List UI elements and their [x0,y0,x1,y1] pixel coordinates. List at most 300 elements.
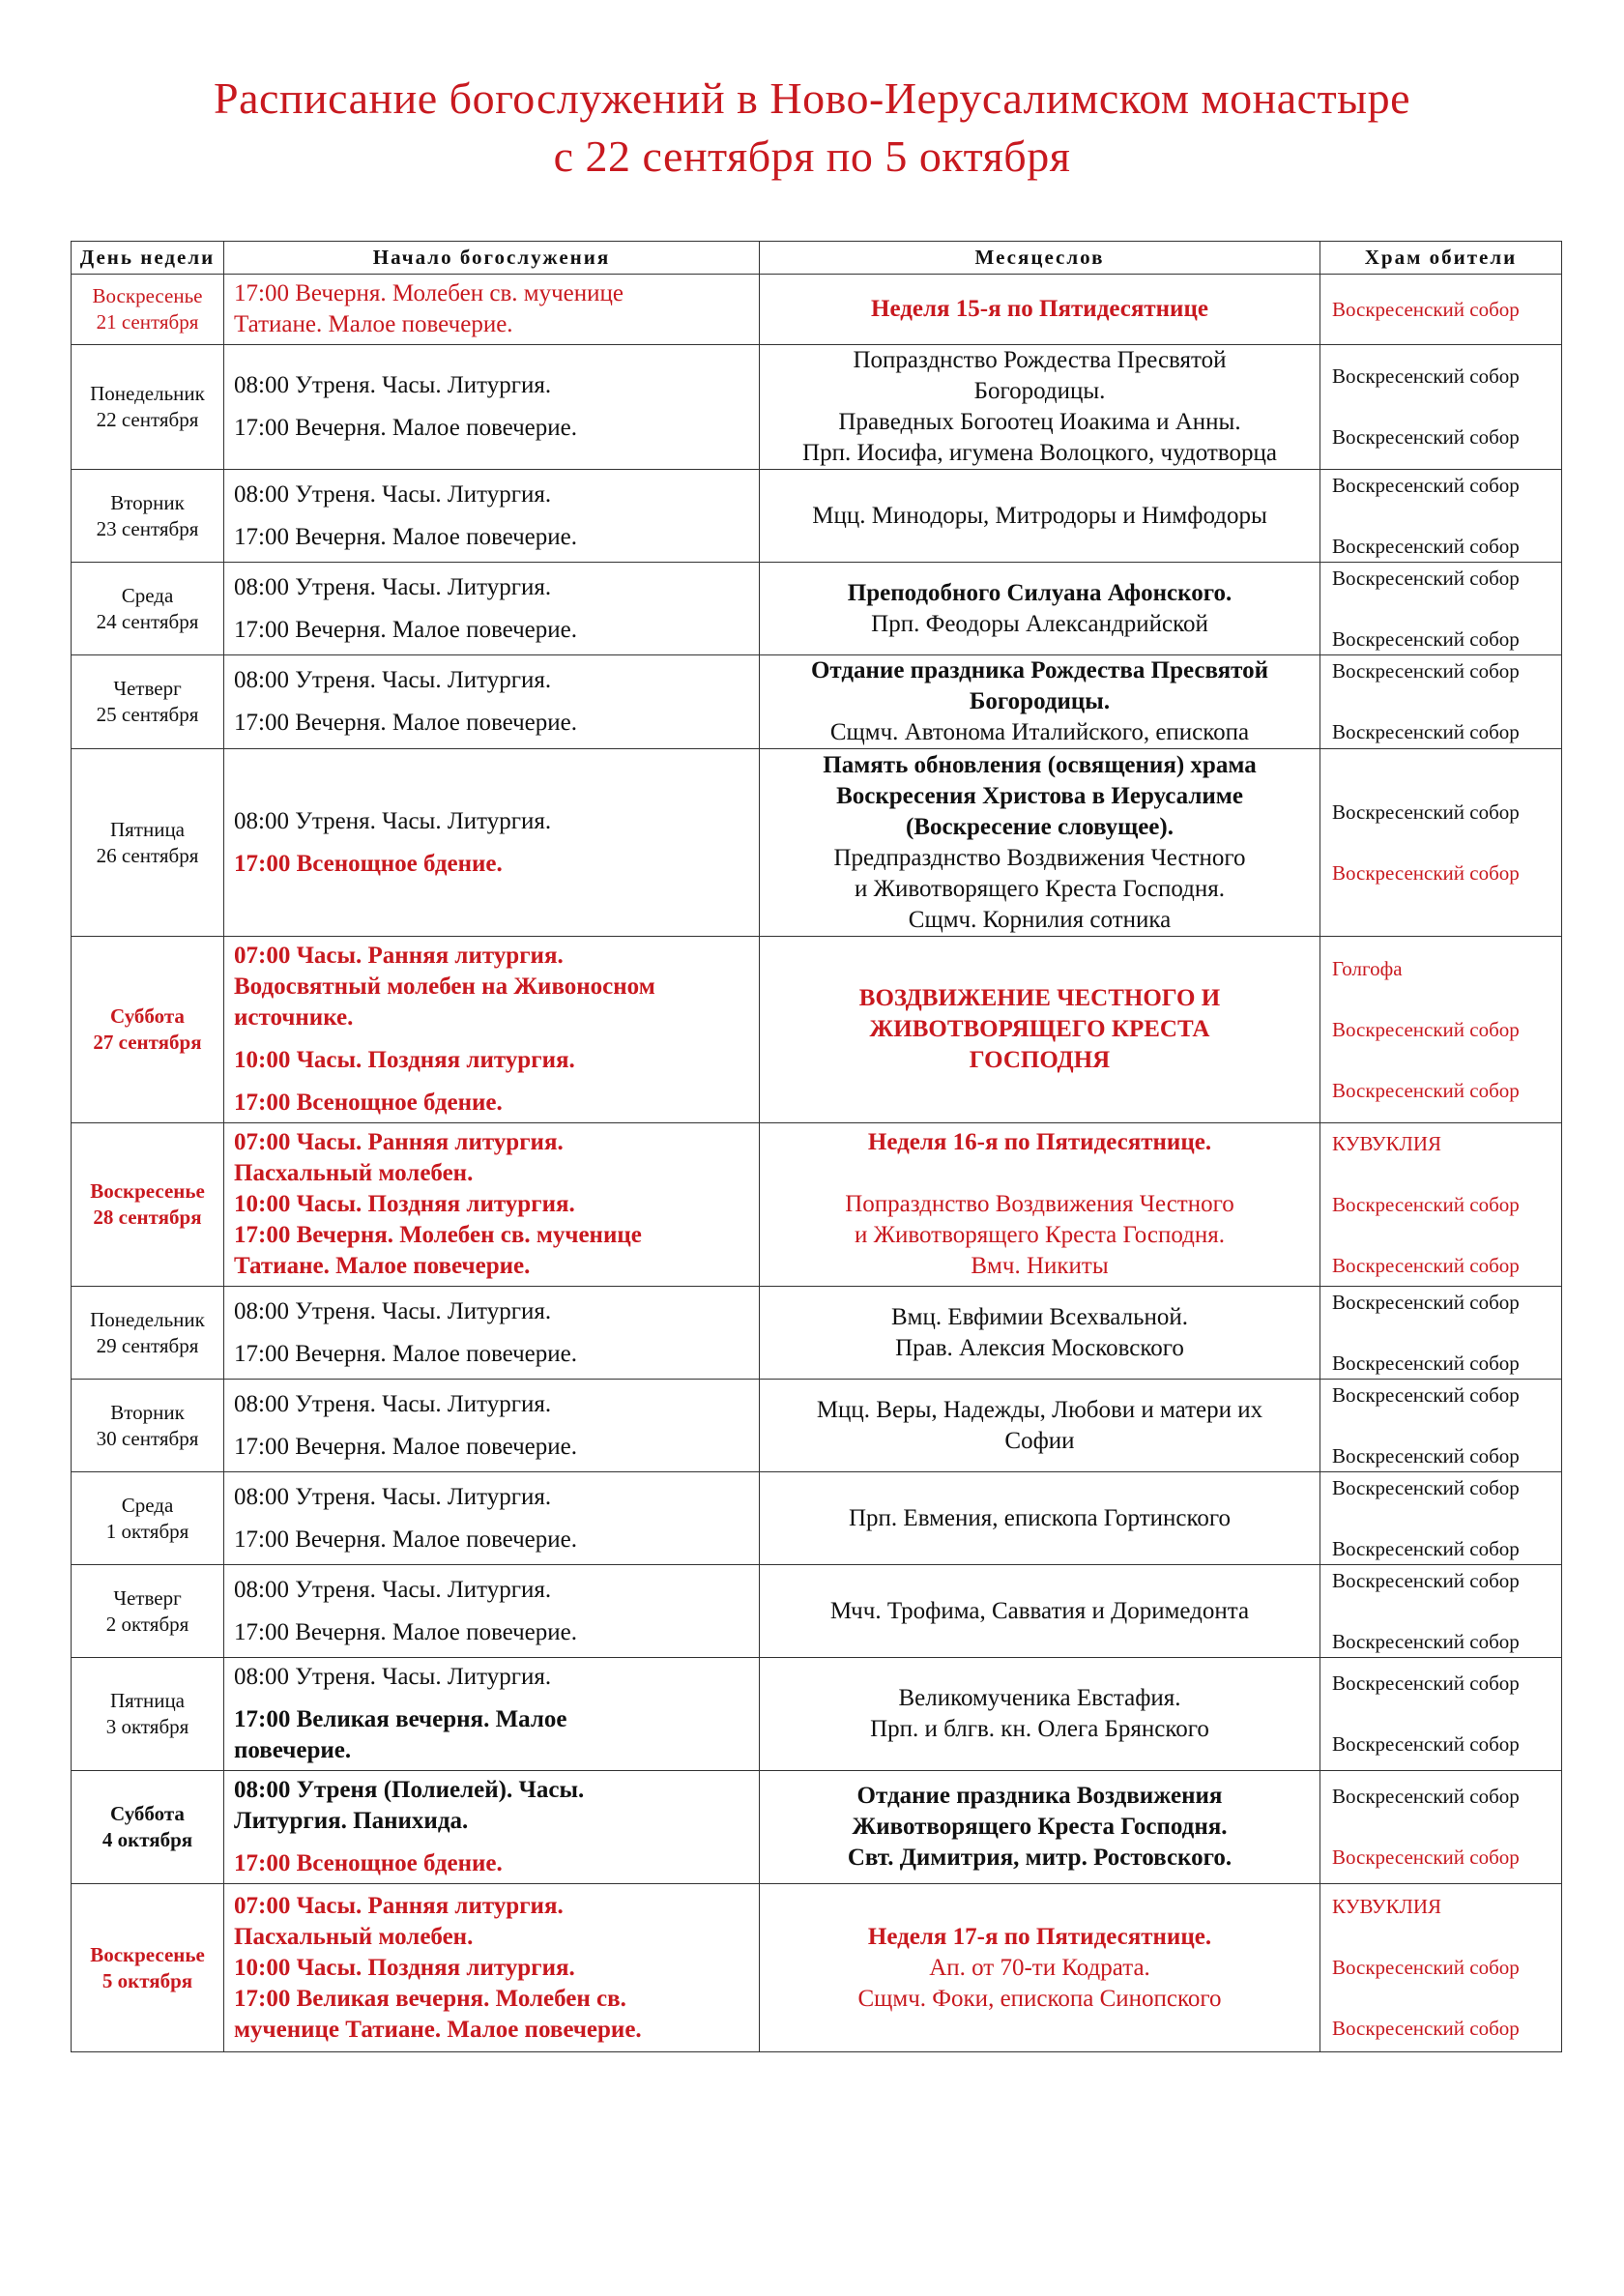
weekday: Пятница [109,817,186,841]
church-name: Воскресенский собор [1332,860,1520,885]
service-line: 08:00 Утреня. Часы. Литургия. [234,1483,552,1510]
service-gap [234,837,749,849]
service-line: 17:00 Вечерня. Малое повечерие. [234,1433,577,1460]
weekday: Пятница [109,1689,186,1712]
day-cell [72,345,224,470]
service-entry [234,1296,749,1327]
calendar-line: и Животворящего Креста Господня. [854,1222,1226,1248]
church-cell [1320,1771,1562,1884]
service-line: мученице Татиане. Малое повечерие. [234,2016,642,2043]
calendar-line: Неделя 17-я по Пятидесятнице. [867,1923,1212,1950]
calendar-cell [760,1380,1320,1472]
church-name: Воскресенский собор [1332,1382,1520,1407]
service-line: 07:00 Часы. Ранняя литургия. [234,1892,564,1919]
day-cell [72,470,224,563]
service-line: Татиане. Малое повечерие. [234,311,513,337]
service-entry [234,1891,749,2046]
weekday: Вторник [110,490,185,514]
service-cell [224,1771,760,1884]
service-cell [224,275,760,345]
date: 23 сентября [96,516,199,540]
church-name: Воскресенский собор [1332,1351,1520,1375]
church-name: Воскресенский собор [1332,1846,1520,1869]
church-gap [1332,1218,1550,1253]
church-cell [1320,1884,1562,2052]
service-gap [234,1033,749,1045]
church-list [1320,1382,1561,1469]
service-line: 08:00 Утреня. Часы. Литургия. [234,1576,552,1603]
church-cell [1320,1380,1562,1472]
church-name: Воскресенский собор [1332,2017,1520,2040]
church-name: Воскресенский собор [1332,626,1520,651]
day-cell [72,655,224,749]
table-row [72,655,1562,749]
church-gap [1332,1043,1550,1078]
weekday: Вторник [110,1400,185,1424]
date: 27 сентября [93,1031,202,1054]
church-cell [1320,1472,1562,1565]
service-entry [234,1339,749,1370]
church-name: Воскресенский собор [1332,799,1520,824]
calendar-line: Преподобного Силуана Афонского. [847,579,1232,606]
service-line: 17:00 Вечерня. Малое повечерие. [234,523,577,550]
calendar-line: Попразднство Воздвижения Честного [845,1191,1234,1217]
calendar-line: Софии [1004,1427,1075,1454]
calendar-line: ГОСПОДНЯ [969,1047,1111,1073]
calendar-line: Предпразднство Воздвижения Честного [833,844,1246,871]
service-entry [234,522,749,553]
service-line: 08:00 Утреня. Часы. Литургия. [234,807,552,834]
service-line: 17:00 Вечерня. Молебен св. мученице [234,1222,642,1248]
service-entry [234,708,749,739]
day-cell [72,1123,224,1287]
service-line: 08:00 Утреня (Полиелей). Часы. [234,1777,585,1803]
calendar-cell [760,1472,1320,1565]
service-cell [224,345,760,470]
calendar-cell [760,345,1320,470]
church-cell [1320,275,1562,345]
church-name: Воскресенский собор [1332,364,1520,388]
calendar-line: Прав. Алексия Московского [895,1334,1184,1361]
title-line-1: Расписание богослужений в Ново-Иерусалимском монастыре [213,73,1410,123]
church-list [1320,1894,1561,2042]
calendar-cell [760,1565,1320,1658]
service-list [224,1887,759,2049]
church-name: Воскресенский собор [1332,566,1520,590]
service-cell [224,1123,760,1287]
calendar-line: Прп. Иосифа, игумена Волоцкого, чудотворца [802,440,1277,466]
church-list [1320,1568,1561,1655]
calendar-line: Память обновления (освящения) храма [823,751,1257,778]
service-gap [234,1837,749,1848]
calendar-cell [760,563,1320,655]
service-line: 17:00 Всенощное бдение. [234,1850,503,1876]
calendar-line: Неделя 16-я по Пятидесятнице. [867,1129,1212,1155]
church-gap [1332,982,1550,1017]
service-gap [234,1327,749,1339]
calendar-line: Неделя 15-я по Пятидесятнице [871,296,1208,322]
calendar-cell [760,1123,1320,1287]
service-line: Литургия. Панихида. [234,1808,469,1834]
church-gap [1332,1810,1550,1845]
calendar-line: Сщмч. Автонома Италийского, епископа [829,719,1250,745]
service-entry [234,1617,749,1648]
service-gap [234,696,749,708]
church-name: Воскресенский собор [1332,425,1520,449]
service-line: 17:00 Вечерня. Молебен св. мученице [234,280,624,306]
church-gap [1332,1316,1550,1351]
weekday: Воскресенье [92,284,203,307]
service-list [224,1571,759,1652]
service-line: источнике. [234,1004,354,1031]
service-cell [224,655,760,749]
service-line: 17:00 Вечерня. Малое повечерие. [234,1340,577,1367]
church-name: Воскресенский собор [1332,1671,1520,1695]
church-list [1320,1290,1561,1377]
service-line: 08:00 Утреня. Часы. Литургия. [234,480,552,508]
church-list [1320,956,1561,1104]
calendar-cell [760,1884,1320,2052]
church-name: Воскресенский собор [1332,1732,1520,1756]
church-name: Воскресенский собор [1332,1192,1520,1216]
table-row [72,563,1562,655]
service-line: 17:00 Вечерня. Малое повечерие. [234,1526,577,1553]
church-list [1320,297,1561,323]
calendar-cell [760,1771,1320,1884]
weekday: Понедельник [90,1307,205,1331]
header-row [72,242,1562,275]
calendar-cell [760,1658,1320,1771]
church-list [1320,658,1561,745]
calendar-line: Попразднство Рождества Пресвятой [853,347,1227,373]
day-cell [72,1287,224,1380]
service-entry [234,1389,749,1420]
service-entry [234,849,749,880]
church-name: Воскресенский собор [1332,1290,1520,1314]
table-row [72,470,1562,563]
church-cell [1320,470,1562,563]
calendar-line: Прп. Евмения, епископа Гортинского [848,1504,1232,1531]
service-list [224,1123,759,1286]
calendar-line [760,1158,1320,1189]
weekday: Воскресенье [90,1179,205,1203]
church-gap [1332,1981,1550,2016]
church-name: Воскресенский собор [1332,1785,1520,1808]
church-gap [1332,592,1550,626]
weekday: Понедельник [90,382,205,405]
service-cell [224,563,760,655]
service-line: повечерие. [234,1737,352,1763]
service-entry [234,370,749,401]
service-list [224,802,759,884]
calendar-line: (Воскресение словущее). [906,813,1174,840]
service-gap [234,401,749,413]
church-list [1320,799,1561,886]
church-cell [1320,1658,1562,1771]
service-line: 08:00 Утреня. Часы. Литургия. [234,573,552,600]
church-cell [1320,345,1562,470]
calendar-line: Прп. и блгв. кн. Олега Брянского [870,1716,1209,1742]
day-cell [72,275,224,345]
service-list [224,1658,759,1770]
day-cell [72,937,224,1123]
church-name: Воскресенский собор [1332,1443,1520,1468]
church-list [1320,473,1561,560]
table-row [72,1658,1562,1771]
weekday: Среда [121,1493,174,1517]
date: 28 сентября [93,1206,202,1229]
church-name: Голгофа [1332,956,1403,980]
service-list [224,661,759,742]
service-line: 17:00 Великая вечерня. Малое [234,1706,567,1732]
calendar-line: Сщмч. Фоки, епископа Синопского [857,1985,1222,2012]
day-cell [72,1884,224,2052]
church-name: Воскресенский собор [1332,297,1520,321]
header-service: Начало богослужения [224,242,760,275]
church-cell [1320,1123,1562,1287]
calendar-line: ВОЗДВИЖЕНИЕ ЧЕСТНОГО И [858,985,1221,1011]
church-name: Воскресенский собор [1332,534,1520,558]
church-name: Воскресенский собор [1332,659,1520,683]
church-cell [1320,655,1562,749]
weekday: Среда [121,583,174,607]
table-row [72,1472,1562,1565]
service-list [224,1293,759,1374]
table-row [72,749,1562,937]
service-line: 08:00 Утреня. Часы. Литургия. [234,1390,552,1417]
service-entry [234,1088,749,1119]
church-name: Воскресенский собор [1332,1568,1520,1592]
service-list [224,476,759,557]
service-line: 10:00 Часы. Поздняя литургия. [234,1954,575,1981]
service-cell [224,1565,760,1658]
table-row [72,275,1562,345]
service-line: 10:00 Часы. Поздняя литургия. [234,1191,575,1217]
table-row [72,937,1562,1123]
service-entry [234,615,749,646]
date: 4 октября [102,1828,193,1851]
service-entry [234,572,749,603]
service-entry [234,1704,749,1766]
schedule-table [71,241,1562,2052]
date: 24 сентября [96,609,199,633]
church-gap [1332,499,1550,534]
header-church: Храм обители [1320,242,1562,275]
header-day: День недели [72,242,224,275]
service-line: Водосвятный молебен на Живоносном [234,974,655,1000]
date: 21 сентября [96,310,199,334]
calendar-cell [760,937,1320,1123]
service-list [224,1385,759,1467]
service-line: 07:00 Часы. Ранняя литургия. [234,1129,564,1155]
church-name: Воскресенский собор [1332,1078,1520,1102]
service-line: Пасхальный молебен. [234,1923,474,1950]
weekday: Воскресенье [90,1942,205,1966]
calendar-line: Животворящего Креста Господня. [852,1814,1228,1840]
church-gap [1332,1920,1550,1955]
church-cell [1320,1287,1562,1380]
church-cell [1320,563,1562,655]
weekday: Суббота [110,1802,185,1825]
service-line: 10:00 Часы. Поздняя литургия. [234,1047,575,1073]
day-cell [72,1658,224,1771]
service-gap [234,1693,749,1704]
table-row [72,345,1562,470]
service-entry [234,1775,749,1837]
day-cell [72,1472,224,1565]
calendar-line: Великомученика Евстафия. [898,1685,1181,1711]
calendar-line: Ап. от 70-ти Кодрата. [929,1954,1150,1981]
church-name: Воскресенский собор [1332,1253,1520,1277]
day-cell [72,749,224,937]
calendar-cell [760,470,1320,563]
calendar-line: Богородицы. [973,378,1106,404]
service-line: 17:00 Вечерня. Малое повечерие. [234,710,577,736]
church-list [1320,1475,1561,1562]
service-line: 08:00 Утреня. Часы. Литургия. [234,1664,552,1690]
calendar-line: Сщмч. Корнилия сотника [908,906,1172,933]
service-cell [224,937,760,1123]
service-entry [234,1045,749,1076]
church-name: Воскресенский собор [1332,473,1520,497]
service-line: 08:00 Утреня. Часы. Литургия. [234,667,552,693]
calendar-line: Мчч. Трофима, Савватия и Доримедонта [829,1597,1250,1624]
table-row [72,1884,1562,2052]
church-list [1320,566,1561,653]
church-name: Воскресенский собор [1332,720,1520,743]
weekday: Четверг [113,1585,182,1610]
service-gap [234,1420,749,1432]
service-line: 17:00 Вечерня. Малое повечерие. [234,616,577,643]
table-row [72,1380,1562,1472]
day-cell [72,1771,224,1884]
service-entry [234,1575,749,1606]
calendar-line: Богородицы. [969,688,1111,714]
date: 30 сентября [96,1426,199,1450]
title-line-2: с 22 сентября по 5 октября [553,131,1071,181]
service-gap [234,1513,749,1525]
service-entry [234,665,749,696]
service-line: 17:00 Всенощное бдение. [234,1090,503,1116]
calendar-cell [760,749,1320,937]
calendar-line: Вмц. Евфимии Всехвальной. [890,1303,1189,1330]
calendar-line: Прп. Феодоры Александрийской [871,610,1208,637]
church-gap [1332,1594,1550,1629]
service-cell [224,749,760,937]
header-calendar: Месяцеслов [760,242,1320,275]
service-entry [234,1127,749,1282]
service-gap [234,1076,749,1088]
calendar-cell [760,275,1320,345]
day-cell [72,1380,224,1472]
service-list [224,366,759,448]
service-entry [234,1482,749,1513]
date: 2 октября [105,1612,189,1636]
page-title [0,70,1624,186]
church-gap [1332,1157,1550,1192]
church-gap [1332,684,1550,719]
service-cell [224,1658,760,1771]
church-list [1320,1131,1561,1279]
church-name: Воскресенский собор [1332,1536,1520,1560]
date: 3 октября [105,1715,189,1738]
service-cell [224,470,760,563]
service-entry [234,1662,749,1693]
calendar-cell [760,655,1320,749]
date: 29 сентября [96,1333,199,1357]
church-cell [1320,749,1562,937]
date: 1 октября [105,1519,189,1543]
service-gap [234,1606,749,1617]
date: 26 сентября [96,843,199,867]
church-gap [1332,390,1550,424]
service-entry [234,806,749,837]
table-row [72,1287,1562,1380]
date: 22 сентября [96,408,199,431]
service-line: Пасхальный молебен. [234,1160,474,1186]
calendar-line: ЖИВОТВОРЯЩЕГО КРЕСТА [869,1016,1210,1042]
calendar-cell [760,1287,1320,1380]
church-list [1320,1671,1561,1758]
church-list [1320,1784,1561,1871]
church-name: КУВУКЛИЯ [1332,1131,1442,1155]
church-list [1320,363,1561,450]
service-entry [234,1432,749,1463]
church-gap [1332,1409,1550,1443]
service-entry [234,413,749,444]
calendar-line: Мцц. Веры, Надежды, Любови и матери их [816,1396,1263,1423]
service-entry [234,941,749,1033]
church-gap [1332,826,1550,860]
calendar-line: и Животворящего Креста Господня. [854,875,1226,902]
service-gap [234,603,749,615]
church-gap [1332,1501,1550,1536]
church-gap [1332,1697,1550,1731]
service-entry [234,480,749,510]
service-list [224,568,759,650]
service-entry [234,1525,749,1555]
day-cell [72,1565,224,1658]
service-line: 17:00 Вечерня. Малое повечерие. [234,1618,577,1645]
date: 25 сентября [96,703,199,726]
service-line: Татиане. Малое повечерие. [234,1253,531,1279]
service-entry [234,1848,749,1879]
weekday: Четверг [113,677,182,700]
calendar-line: Вмч. Никиты [971,1253,1109,1279]
date: 5 октября [102,1968,193,1992]
service-cell [224,1287,760,1380]
calendar-line: Воскресения Христова в Иерусалиме [836,782,1243,809]
church-name: Воскресенский собор [1332,1475,1520,1499]
weekday: Суббота [110,1004,185,1028]
service-list [224,1478,759,1559]
service-line: 08:00 Утреня. Часы. Литургия. [234,1297,552,1324]
service-cell [224,1472,760,1565]
service-cell [224,1380,760,1472]
table-row [72,1771,1562,1884]
church-cell [1320,937,1562,1123]
service-line: 17:00 Вечерня. Малое повечерие. [234,415,577,441]
service-gap [234,510,749,522]
calendar-line: Отдание праздника Рождества Пресвятой [810,657,1269,683]
church-name: Воскресенский собор [1332,1629,1520,1653]
calendar-line: Свт. Димитрия, митр. Ростовского. [847,1845,1232,1871]
church-cell [1320,1565,1562,1658]
service-entry [234,278,749,340]
service-line: 07:00 Часы. Ранняя литургия. [234,943,564,969]
service-list [224,937,759,1122]
calendar-line: Отдание праздника Воздвижения [856,1783,1223,1809]
